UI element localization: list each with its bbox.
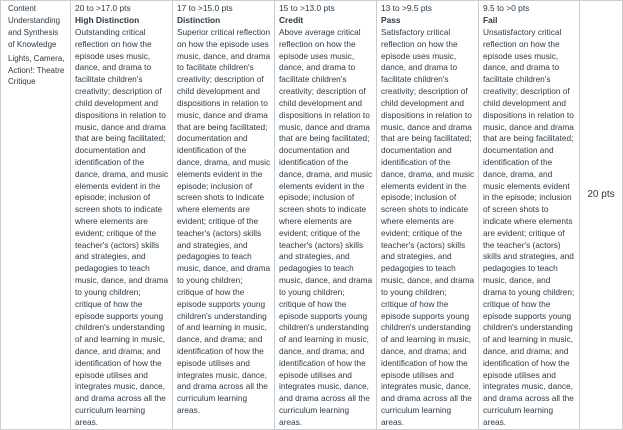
criterion-row xyxy=(1,1,623,430)
rating-description: Superior critical reflection on how the episode uses music, dance, and drama to facilitate children's creativity; description of child development and dispositions in relation to music, dance and drama that are being facilitated; documentation and identification of the dance, drama, and music elements evident in the episode; inclusion of screen shots to indicate where elements are evident; critique of the teacher's (actors) skills and strategies, and pedagogies to teach music, dance, and drama to young children; critique of how the episode supports young children's understanding of and learning in music, dance, and drama; and identification of how the episode utilises and integrates music, dance, and drama across all the curriculum learning areas. xyxy=(177,27,271,415)
rating-title: High Distinction xyxy=(75,14,140,25)
rating-pass[interactable] xyxy=(377,1,479,430)
rating-description: Unsatisfactory critical reflection on how the episode uses music, dance, and drama to facilitate children's creativity; description of child development and dispositions in relation to music, dance and drama that are being facilitated; documentation and identification of the dance, drama, and music elements evident in the episode; inclusion of screen shots to indicate where elements are evident; critique of the teacher's (actors) skills and strategies, and pedagogies to teach music, dance, and drama to young children; critique of how the episode supports young children's understanding of and learning in music, dance, and drama; and identification of how the episode utilises and integrates music, dance, and drama across all the curriculum learning areas. xyxy=(483,27,575,427)
rating-points: 9.5 to >0 pts xyxy=(483,3,530,13)
criterion-cell xyxy=(1,1,71,430)
rating-description: Outstanding critical reflection on how the episode uses music, dance, and drama to facilitate children's creativity; description of child development and dispositions in relation to music, dance and drama that are being facilitated; documentation and identification of the dance, drama, and music elements evident in the episode; inclusion of screen shots to indicate where elements are evident; critique of the teacher's (actors) skills and strategies, and pedagogies to teach music, dance, and drama to young children; critique of how the episode supports young children's understanding of and learning in music, dance, and drama; and identification of how the episode utilises and integrates music, dance, and drama across all the curriculum learning areas. xyxy=(75,27,169,427)
rating-title: Fail xyxy=(483,14,498,25)
rating-points: 20 to >17.0 pts xyxy=(75,3,131,13)
rating-title: Pass xyxy=(381,14,401,25)
criterion-description: Content Understanding and Synthesis of Knowledge xyxy=(8,4,61,49)
points-total: 20 pts xyxy=(587,188,615,200)
rating-fail[interactable] xyxy=(479,1,580,430)
rating-title: Distinction xyxy=(177,14,221,25)
criterion-long-description: Lights, Camera, Action!: Theatre Critique xyxy=(8,53,65,87)
rating-credit[interactable] xyxy=(275,1,377,430)
rating-title: Credit xyxy=(279,14,304,25)
rating-points: 13 to >9.5 pts xyxy=(381,3,432,13)
rating-points: 17 to >15.0 pts xyxy=(177,3,233,13)
rating-description: Above average critical reflection on how the episode uses music, dance, and drama to facilitate children's creativity; description of child development and dispositions in relation to music, dance and drama that are being facilitated; documentation and identification of the dance, drama, and music elements evident in the episode; inclusion of screen shots to indicate where elements are evident; critique of the teacher's (actors) skills and strategies, and pedagogies to teach music, dance, and drama to young children; critique of how the episode supports young children's understanding of and learning in music, dance, and drama; and identification of how the episode utilises and integrates music, dance, and drama across all the curriculum learning areas. xyxy=(279,27,373,427)
rating-distinction[interactable] xyxy=(173,1,275,430)
rating-points: 15 to >13.0 pts xyxy=(279,3,335,13)
rating-high-distinction[interactable] xyxy=(71,1,173,430)
points-cell xyxy=(580,1,623,430)
rating-description: Satisfactory critical reflection on how the episode uses music, dance, and drama to facilitate children's creativity; description of child development and dispositions in relation to music, dance and drama that are being facilitated; documentation and identification of the dance, drama, and music elements evident in the episode; inclusion of screen shots to indicate where elements are evident; critique of the teacher's (actors) skills and strategies, and pedagogies to teach music, dance, and drama to young children; critique of how the episode supports young children's understanding of and learning in music, dance, and drama; and identification of how the episode utilises and integrates music, dance, and drama across all the curriculum learning areas. xyxy=(381,27,475,427)
